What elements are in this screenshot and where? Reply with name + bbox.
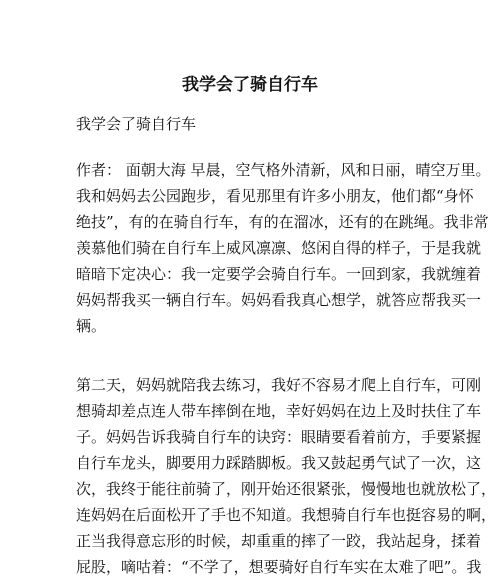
paragraph-line: 辆。 (76, 317, 107, 335)
paragraph-line: 连妈妈在后面松开了手也不知道。我想骑自行车也挺容易的啊， (76, 506, 497, 524)
paragraph-line: 第二天，妈妈就陪我去练习，我好不容易才爬上自行车，可刚 (76, 376, 482, 394)
paragraph-line: 羡慕他们骑在自行车上威风凛凛、悠闲自得的样子，于是我就 (76, 239, 482, 257)
document-subtitle: 我学会了骑自行车 (76, 115, 197, 133)
paragraph-line: 自行车龙头，脚要用力踩踏脚板。我又鼓起勇气试了一次，这 (76, 454, 482, 472)
paragraph-line: 妈妈帮我买一辆自行车。妈妈看我真心想学，就答应帮我买一 (76, 291, 482, 309)
paragraph-line: 我和妈妈去公园跑步，看见那里有许多小朋友，他们都“身怀 (76, 187, 474, 205)
paragraph-line: 屁股，嘀咕着：“不学了，想要骑好自行车实在太难了吧”。我 (76, 558, 482, 576)
paragraph-line: 暗暗下定决心：我一定要学会骑自行车。一回到家，我就缠着 (76, 265, 482, 283)
paragraph-line: 想骑却差点连人带车摔倒在地，幸好妈妈在边上及时扶住了车 (76, 402, 482, 420)
document-title: 我学会了骑自行车 (182, 75, 318, 95)
paragraph-2 (76, 372, 497, 580)
paragraph-line: 次，我终于能往前骑了，刚开始还很紧张，慢慢地也就放松了， (76, 480, 497, 498)
paragraph-1 (76, 157, 491, 339)
paragraph-line: 子。妈妈告诉我骑自行车的诀窍：眼睛要看着前方，手要紧握 (76, 428, 482, 446)
paragraph-line: 绝技”，有的在骑自行车，有的在溜冰，还有的在跳绳。我非常 (76, 213, 489, 231)
paragraph-line: 作者： 面朝大海 早晨，空气格外清新，风和日丽，晴空万里。 (76, 161, 491, 179)
paragraph-line: 正当我得意忘形的时候，却重重的摔了一跤，我站起身，揉着 (76, 532, 482, 550)
